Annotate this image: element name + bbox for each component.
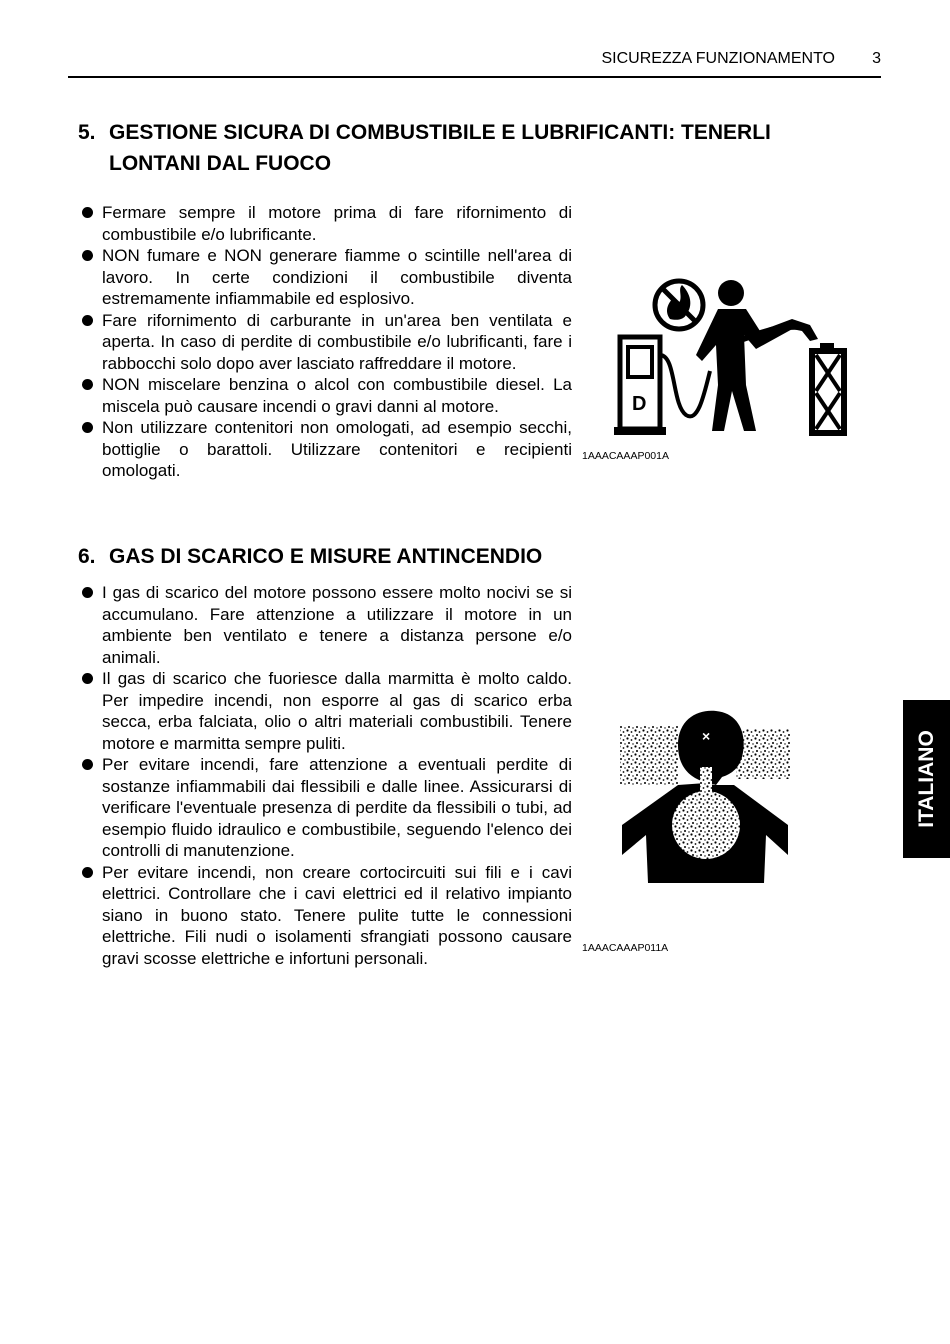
pump-letter: D [632, 393, 647, 415]
list-item: Non utilizzare contenitori non omologati, ad esempio secchi, bottiglie o barattoli. Utilizzare contenitori e recipienti omologati. [78, 417, 572, 482]
language-tab-label: ITALIANO [914, 730, 938, 828]
header-title: SICUREZZA FUNZIONAMENTO [601, 50, 835, 67]
bullet-icon [82, 250, 93, 261]
section-5-heading: GESTIONE SICURA DI COMBUSTIBILE E LUBRIFICANTI: TENERLI LONTANI DAL FUOCO [109, 121, 771, 175]
bullet-icon [82, 422, 93, 433]
section-6-title [78, 541, 598, 572]
section-5-number: 5. [78, 121, 96, 144]
list-item: Fare rifornimento di carburante in un'area ben ventilata e aperta. In caso di perdite di combustibile e/o lubrificanti, fare i rabbocchi solo dopo aver lasciato raffreddare il motore. [78, 310, 572, 375]
language-tab [903, 700, 950, 858]
list-item: NON miscelare benzina o alcol con combustibile diesel. La miscela può causare incendi o gravi danni al motore. [78, 374, 572, 417]
refuel-pictogram-icon [606, 275, 856, 440]
refuel-safety-figure [606, 275, 856, 440]
bullet-icon [82, 587, 93, 598]
page-number: 3 [872, 50, 881, 67]
section-6-number: 6. [78, 545, 96, 568]
svg-text:×: × [702, 728, 711, 744]
list-item: Il gas di scarico che fuoriesce dalla marmitta è molto caldo. Per impedire incendi, non esporre al gas di scarico erba secca, erba falciata, olio o altri materiali combustibili. Tenere motore e marmitta sempre puliti. [78, 668, 572, 754]
figure-2-caption: 1AAACAAAP011A [582, 942, 669, 954]
list-item: Per evitare incendi, non creare cortocircuiti sui fili e i cavi elettrici. Controllare che i cavi elettrici ed il relativo impianto siano in buono stato. Tenere pulite tutte le connessioni elettriche. Fili nudi o isolamenti sfrangiati possono causare gravi scosse elettriche e infortuni personali. [78, 862, 572, 970]
exhaust-gas-figure [618, 705, 793, 885]
bullet-icon [82, 315, 93, 326]
section-5-title [78, 117, 838, 179]
list-item: I gas di scarico del motore possono essere molto nocivi se si accumulano. Fare attenzione a utilizzare il motore in un ambiente ben ventilato e tenere a distanza persone e/o animali. [78, 582, 572, 668]
bullet-icon [82, 379, 93, 390]
bullet-icon [82, 207, 93, 218]
bullet-icon [82, 673, 93, 684]
bullet-icon [82, 867, 93, 878]
list-item: Fermare sempre il motore prima di fare rifornimento di combustibile e/o lubrificante. [78, 202, 572, 245]
bullet-icon [82, 759, 93, 770]
page-header [68, 48, 881, 78]
section-5-list [78, 202, 572, 482]
section-6-list [78, 582, 572, 969]
list-item: Per evitare incendi, fare attenzione a eventuali perdite di sostanze infiammabili dai flessibili e dalle linee. Assicurarsi di verificare l'eventuale presenza di perdite da flessibili o tubi, ad esempio fluido idraulico e combustibile, seguendo l'elenco dei controlli di manutenzione. [78, 754, 572, 862]
list-item: NON fumare e NON generare fiamme o scintille nell'area di lavoro. In certe condizioni il combustibile diventa estremamente infiammabile ed esplosivo. [78, 245, 572, 310]
section-6-heading: GAS DI SCARICO E MISURE ANTINCENDIO [109, 545, 543, 568]
figure-1-caption: 1AAACAAAP001A [582, 450, 669, 462]
toxic-fumes-pictogram-icon [618, 705, 793, 885]
